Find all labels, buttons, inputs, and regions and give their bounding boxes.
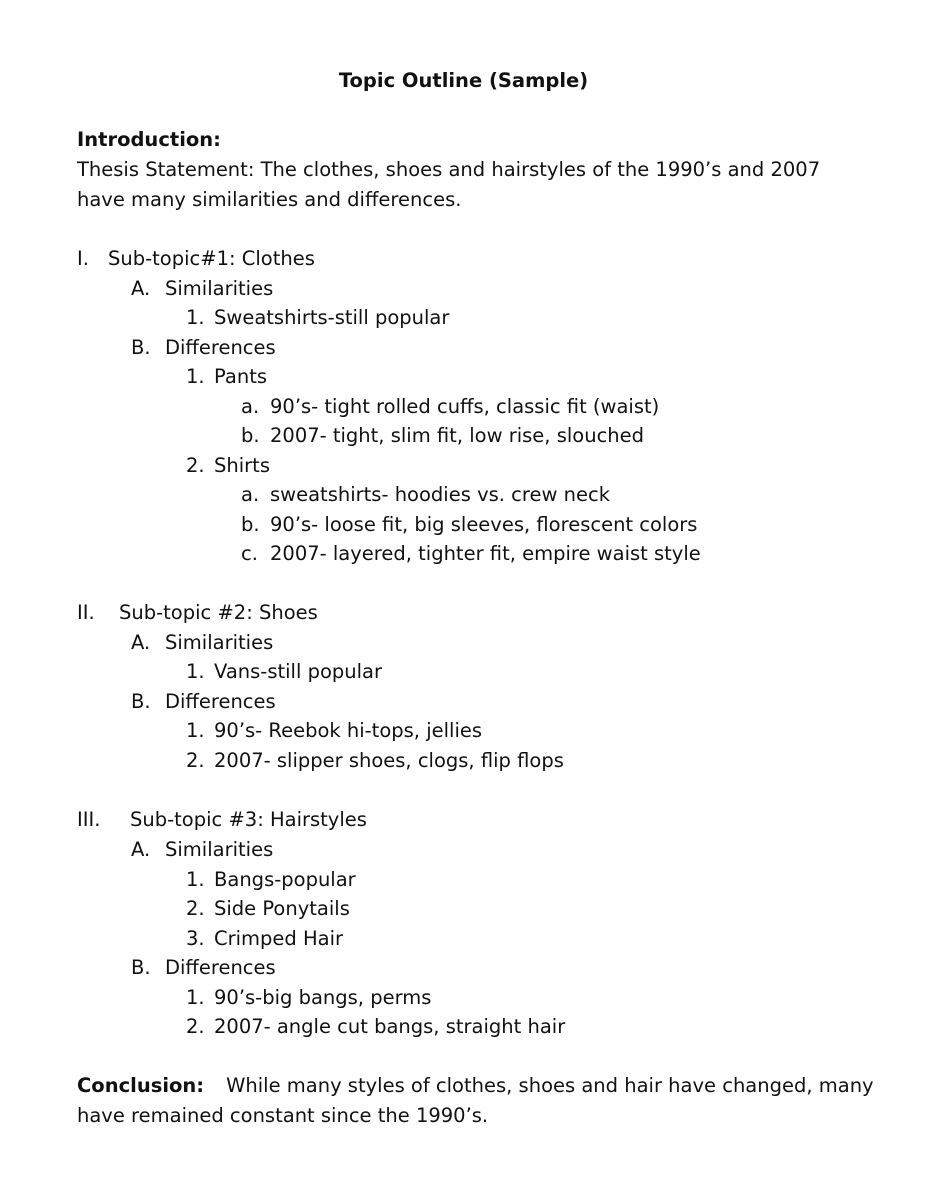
- outline-number: 2.: [186, 1015, 205, 1038]
- outline-sub-letter: c.: [241, 542, 258, 565]
- outline-item: [186, 365, 267, 389]
- outline-number: 1.: [186, 868, 205, 891]
- conclusion-line-2: have remained constant since the 1990’s.: [77, 1104, 489, 1127]
- subtopic-numeral: I.: [77, 247, 89, 270]
- outline-subitem-text: 2007- layered, tighter fit, empire waist style: [270, 542, 701, 565]
- subtopic-heading: [77, 247, 315, 271]
- outline-label: Similarities: [165, 631, 274, 654]
- outline-item: [186, 749, 564, 773]
- outline-item: [186, 719, 482, 743]
- subtopic-label: Sub-topic #3: Hairstyles: [130, 808, 367, 831]
- outline-item-text: Bangs-popular: [214, 868, 356, 891]
- outline-item-text: Crimped Hair: [214, 927, 344, 950]
- conclusion-text: While many styles of clothes, shoes and hair have changed, many: [226, 1074, 874, 1097]
- differences-heading: [131, 336, 276, 360]
- outline-label: Differences: [165, 956, 276, 979]
- outline-number: 1.: [186, 986, 205, 1009]
- outline-subitem: [241, 483, 610, 507]
- outline-sub-letter: b.: [241, 513, 260, 536]
- outline-item: [186, 868, 356, 892]
- outline-number: 1.: [186, 719, 205, 742]
- outline-item-text: Shirts: [214, 454, 270, 477]
- thesis-statement-line-2: have many similarities and differences.: [77, 188, 462, 211]
- outline-item-text: 90’s-big bangs, perms: [214, 986, 432, 1009]
- similarities-heading: [131, 631, 273, 655]
- outline-subitem-text: 2007- tight, slim fit, low rise, slouched: [270, 424, 645, 447]
- outline-item: [186, 1015, 565, 1039]
- outline-label: Differences: [165, 336, 276, 359]
- subtopic-heading: [77, 808, 367, 832]
- outline-item: [186, 927, 343, 951]
- outline-subitem-text: 90’s- loose fit, big sleeves, florescent colors: [270, 513, 698, 536]
- outline-number: 2.: [186, 749, 205, 772]
- conclusion-heading: Conclusion:: [77, 1074, 205, 1097]
- subtopic-label: Sub-topic#1: Clothes: [108, 247, 315, 270]
- outline-item: [186, 897, 350, 921]
- outline-sub-letter: a.: [241, 483, 260, 506]
- outline-item-text: Sweatshirts-still popular: [214, 306, 450, 329]
- outline-subitem: [241, 542, 701, 566]
- subtopic-numeral: II.: [77, 601, 95, 624]
- differences-heading: [131, 956, 276, 980]
- conclusion-line-1: [77, 1074, 874, 1098]
- similarities-heading: [131, 838, 273, 862]
- outline-item: [186, 986, 431, 1010]
- outline-letter: B.: [131, 690, 151, 713]
- outline-number: 1.: [186, 660, 205, 683]
- outline-number: 2.: [186, 897, 205, 920]
- outline-subitem-text: 90’s- tight rolled cuffs, classic fit (waist): [270, 395, 660, 418]
- outline-label: Similarities: [165, 277, 274, 300]
- outline-letter: B.: [131, 336, 151, 359]
- differences-heading: [131, 690, 276, 714]
- similarities-heading: [131, 277, 273, 301]
- outline-sub-letter: a.: [241, 395, 260, 418]
- outline-subitem: [241, 395, 659, 419]
- document-title: Topic Outline (Sample): [338, 69, 589, 92]
- subtopic-label: Sub-topic #2: Shoes: [119, 601, 318, 624]
- thesis-statement-line-1: Thesis Statement: The clothes, shoes and hairstyles of the 1990’s and 2007: [77, 158, 821, 181]
- subtopic-heading: [77, 601, 318, 625]
- subtopic-numeral: III.: [77, 808, 101, 831]
- outline-item-text: Side Ponytails: [214, 897, 350, 920]
- outline-sub-letter: b.: [241, 424, 260, 447]
- outline-subitem: [241, 513, 697, 537]
- outline-item-text: Vans-still popular: [214, 660, 383, 683]
- outline-letter: A.: [131, 838, 151, 861]
- outline-item-text: 2007- slipper shoes, clogs, flip flops: [214, 749, 564, 772]
- outline-number: 1.: [186, 306, 205, 329]
- outline-item: [186, 660, 382, 684]
- introduction-heading: Introduction:: [77, 128, 221, 151]
- outline-number: 2.: [186, 454, 205, 477]
- outline-item: [186, 454, 270, 478]
- outline-letter: A.: [131, 631, 151, 654]
- outline-subitem-text: sweatshirts- hoodies vs. crew neck: [270, 483, 610, 506]
- outline-item: [186, 306, 449, 330]
- outline-subitem: [241, 424, 644, 448]
- outline-letter: B.: [131, 956, 151, 979]
- outline-number: 3.: [186, 927, 205, 950]
- outline-letter: A.: [131, 277, 151, 300]
- outline-label: Differences: [165, 690, 276, 713]
- outline-label: Similarities: [165, 838, 274, 861]
- outline-item-text: 2007- angle cut bangs, straight hair: [214, 1015, 566, 1038]
- outline-item-text: 90’s- Reebok hi-tops, jellies: [214, 719, 483, 742]
- outline-item-text: Pants: [214, 365, 267, 388]
- outline-number: 1.: [186, 365, 205, 388]
